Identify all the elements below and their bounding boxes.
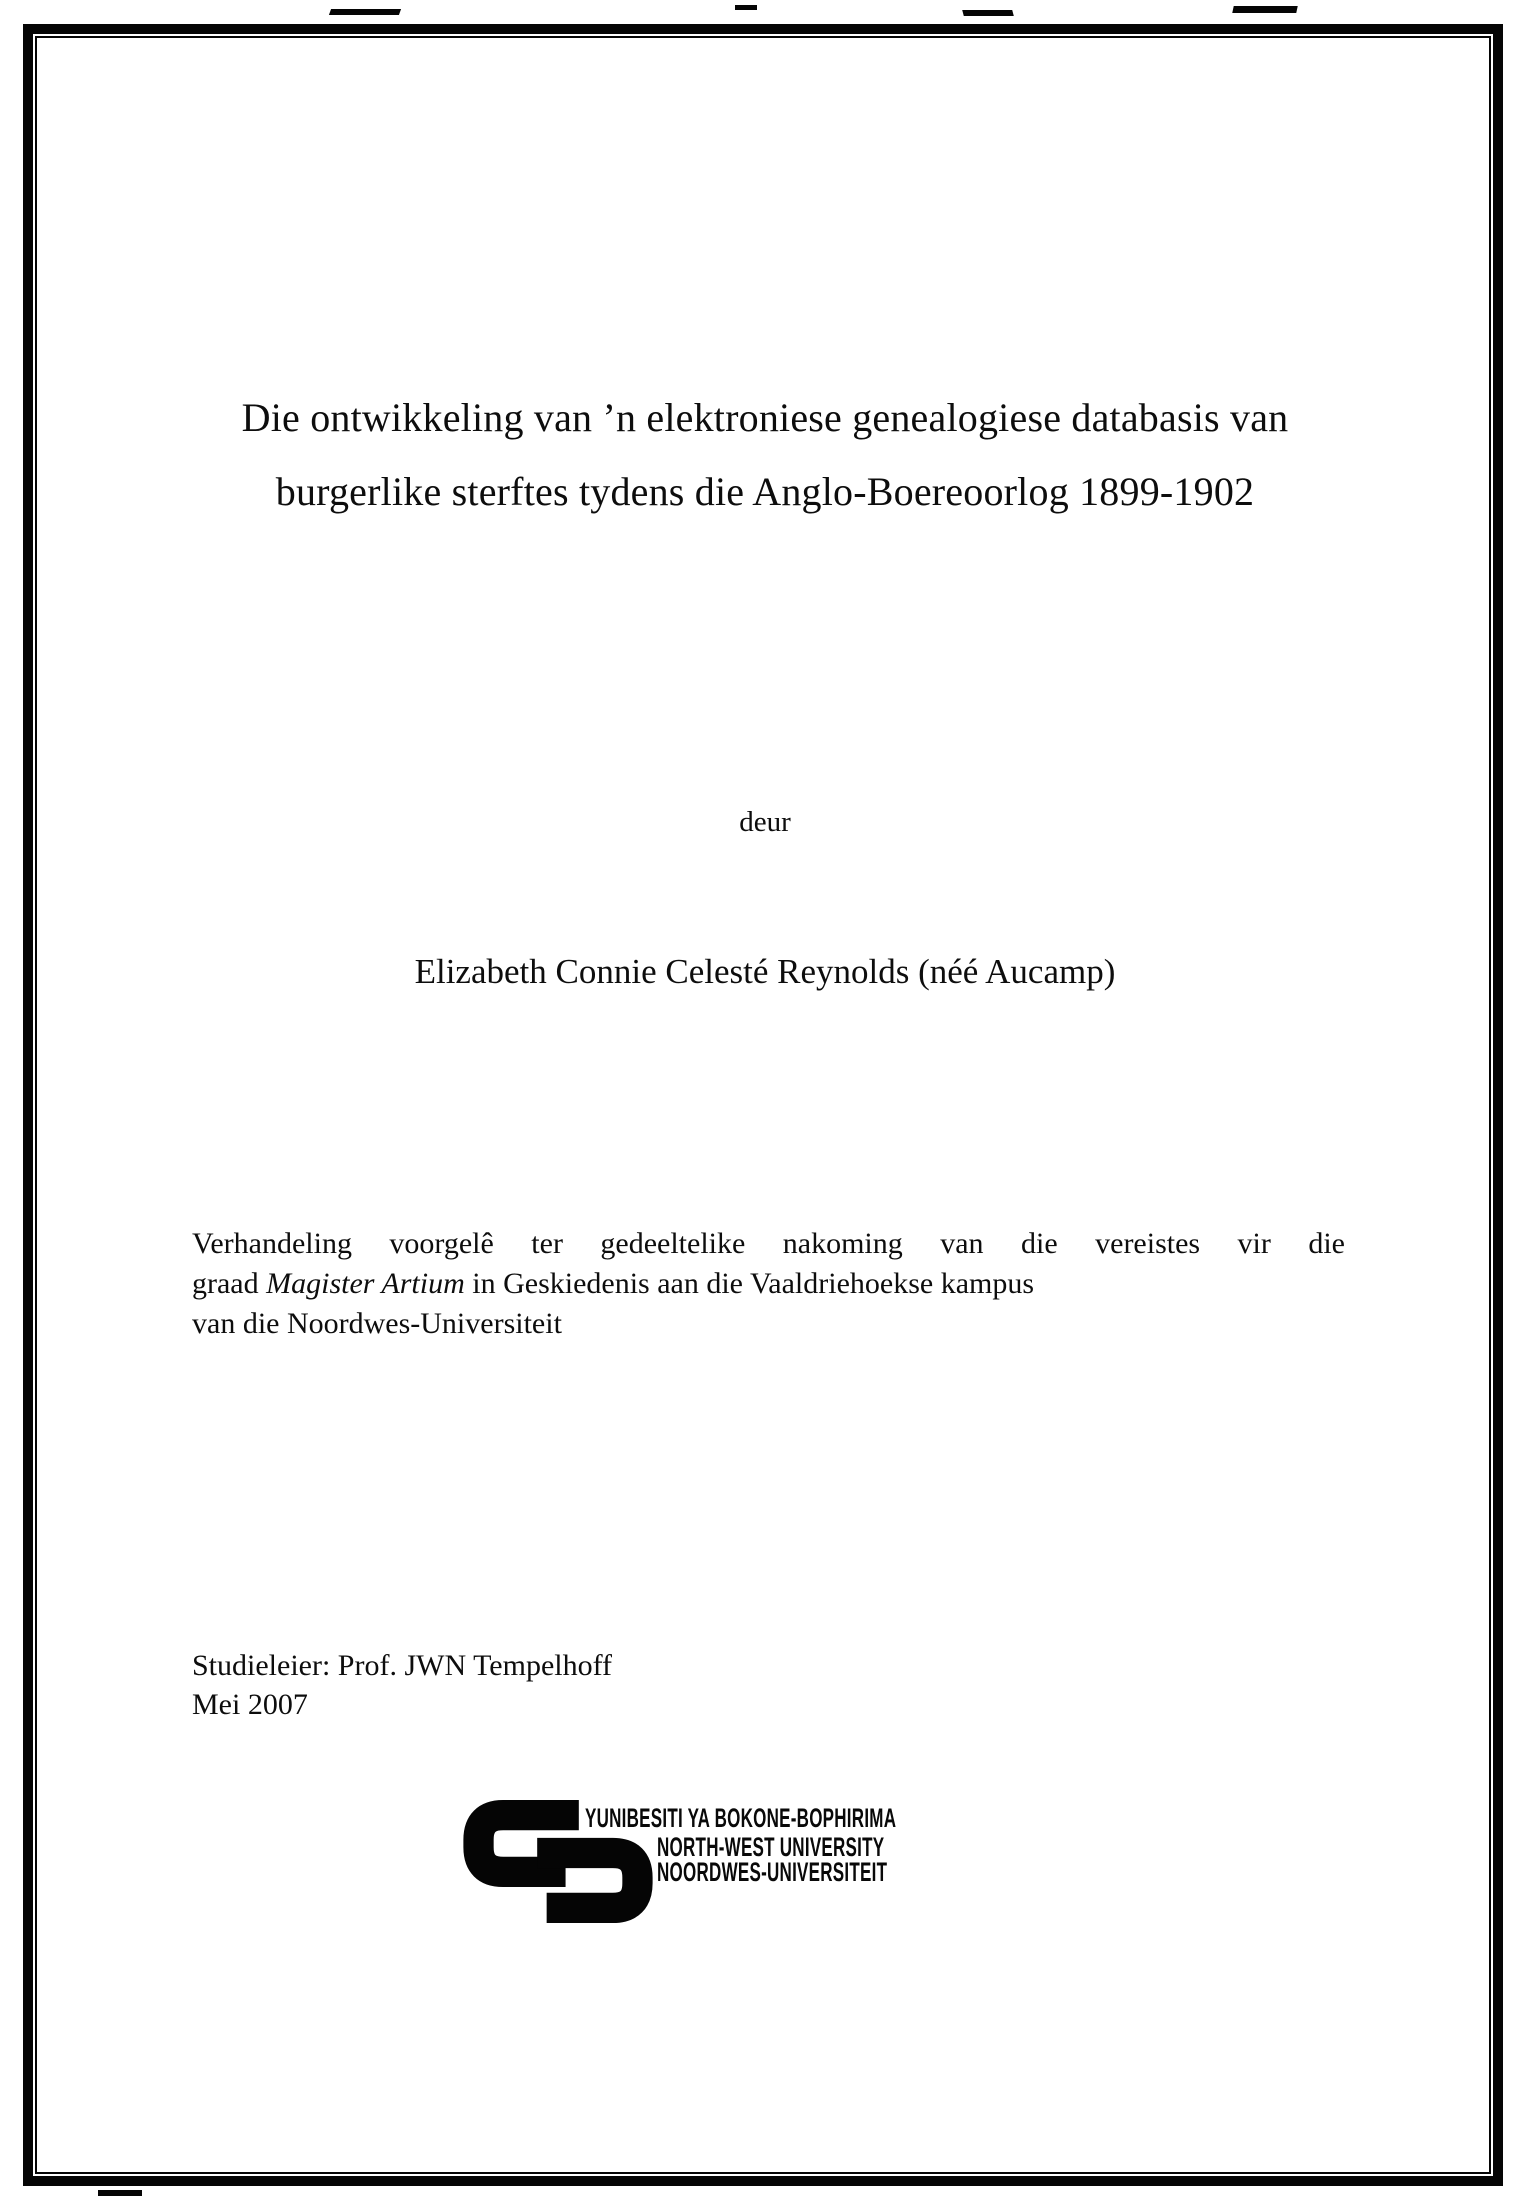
degree-description xyxy=(192,1224,1345,1344)
supervisor-block xyxy=(192,1646,1092,1724)
supervisor-line: Studieleier: Prof. JWN Tempelhoff xyxy=(192,1649,613,1682)
thesis-title-line-1: Die ontwikkeling van ’n elektroniese genealogiese databasis van xyxy=(241,395,1289,440)
logo-text-afrikaans: NOORDWES-UNIVERSITEIT xyxy=(657,1857,888,1887)
scan-smudge xyxy=(735,5,757,10)
thesis-title-line-2: burgerlike sterftes tydens die Anglo-Boereoorlog 1899-1902 xyxy=(275,469,1255,514)
degree-description-line-2 xyxy=(192,1264,1345,1304)
logo-text-setswana: YUNIBESITI YA BOKONE-BOPHIRIMA xyxy=(585,1803,897,1833)
degree-description-line-3: van die Noordwes-Universiteit xyxy=(192,1307,562,1340)
scan-smudge xyxy=(962,10,1014,16)
scan-smudge xyxy=(329,9,401,15)
scan-smudge xyxy=(1232,6,1297,13)
degree-name-italic: Magister Artium xyxy=(266,1267,465,1300)
date-line: Mei 2007 xyxy=(192,1688,308,1721)
degree-description-line-2-pre: graad xyxy=(192,1267,267,1300)
author-name: Elizabeth Connie Celesté Reynolds (néé Aucamp) xyxy=(414,952,1116,991)
degree-description-line-1: Verhandeling voorgelê ter gedeeltelike nakoming van die vereistes vir die xyxy=(192,1227,1345,1260)
degree-description-line-2-post: in Geskiedenis aan die Vaaldriehoekse kampus xyxy=(464,1267,1035,1300)
scan-smudge xyxy=(98,2190,142,2196)
byline-label: deur xyxy=(739,806,791,838)
logo-text-english: NORTH-WEST UNIVERSITY xyxy=(657,1832,885,1862)
